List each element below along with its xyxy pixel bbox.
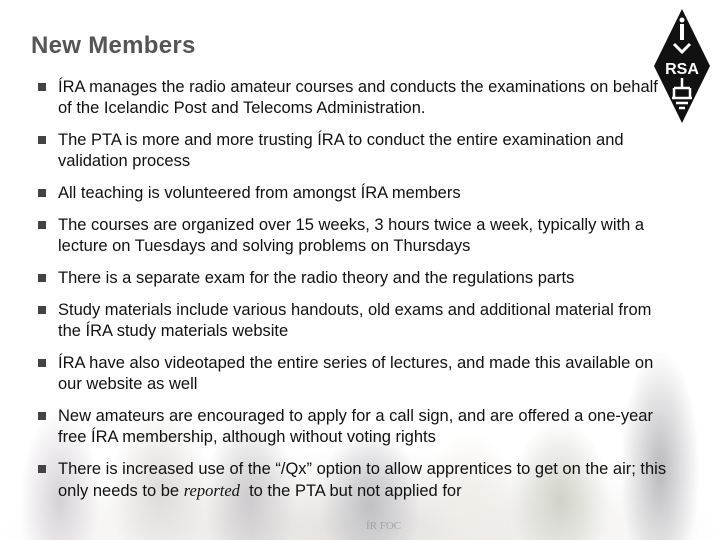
bullet-square-icon	[38, 274, 46, 282]
emphasis-reported: reported	[183, 481, 240, 500]
slide-title: New Members	[31, 32, 196, 59]
bullet-list	[34, 77, 674, 513]
bullet-item: There is increased use of the “/Qx” option to allow apprentices to get on the air; this only needs to be reported to the PTA but not applied for	[34, 459, 674, 502]
bullet-item: The courses are organized over 15 weeks, 3 hours twice a week, typically with a lecture on Tuesdays and solving problems on Thursdays	[34, 215, 674, 257]
bullet-square-icon	[38, 306, 46, 314]
bullet-square-icon	[38, 136, 46, 144]
bullet-square-icon	[38, 412, 46, 420]
shirt-text: ÍR FOC	[366, 520, 402, 532]
bullet-square-icon	[38, 189, 46, 197]
bullet-item: ÍRA manages the radio amateur courses and conducts the examinations on behalf of the Icelandic Post and Telecoms Administration.	[34, 77, 674, 119]
bullet-item: All teaching is volunteered from amongst ÍRA members	[34, 183, 674, 204]
bullet-square-icon	[38, 221, 46, 229]
bullet-item: There is a separate exam for the radio theory and the regulations parts	[34, 268, 674, 289]
svg-text:RSA: RSA	[665, 61, 699, 78]
bullet-item: Study materials include various handouts, old exams and additional material from the ÍRA study materials website	[34, 300, 674, 342]
bullet-item: New amateurs are encouraged to apply for a call sign, and are offered a one-year free ÍRA membership, although without voting rights	[34, 406, 674, 448]
bullet-item: ÍRA have also videotaped the entire series of lectures, and made this available on our website as well	[34, 353, 674, 395]
bullet-square-icon	[38, 359, 46, 367]
bullet-square-icon	[38, 83, 46, 91]
bullet-square-icon	[38, 465, 46, 473]
bullet-item: The PTA is more and more trusting ÍRA to conduct the entire examination and validation process	[34, 130, 674, 172]
